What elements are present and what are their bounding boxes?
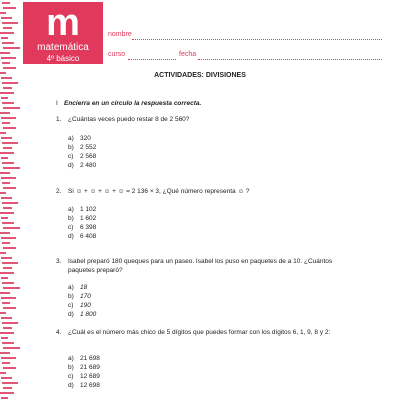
option-letter: b) [68, 215, 74, 222]
option-value[interactable]: 190 [80, 302, 91, 309]
section-instruction: Encierra en un círculo la respuesta correcta. [64, 100, 202, 107]
question-text-continued: paquetes preparó? [68, 267, 123, 274]
option-letter: d) [68, 382, 74, 389]
logo [23, 2, 103, 64]
option-letter: b) [68, 364, 74, 371]
question-text: Isabel preparó 180 queques para un paseo. Isabel los puso en paquetes de a 10. ¿Cuántos [68, 258, 333, 265]
option-value[interactable]: 1 602 [80, 215, 97, 222]
question-text: Si ☺ + ☺ + ☺ + ☺ = 2 136 × 3, ¿Qué número representa ☺ ? [68, 188, 250, 195]
question-text: ¿Cuántas veces puedo restar 8 de 2 560? [68, 116, 190, 123]
name-field-line[interactable] [132, 39, 382, 40]
option-letter: d) [68, 311, 74, 318]
section-number: I [56, 100, 58, 107]
question-number: 3. [56, 258, 62, 265]
logo-grade: 4º básico [46, 54, 80, 63]
option-value[interactable]: 12 689 [80, 373, 100, 380]
option-value[interactable]: 6 408 [80, 233, 97, 240]
option-value[interactable]: 2 568 [80, 153, 97, 160]
question-number: 2. [56, 188, 62, 195]
option-value[interactable]: 21 689 [80, 364, 100, 371]
name-label: nombre [108, 31, 132, 38]
logo-name: matemática [37, 42, 89, 53]
option-letter: b) [68, 293, 74, 300]
option-letter: a) [68, 135, 74, 142]
option-letter: a) [68, 206, 74, 213]
option-value[interactable]: 12 698 [80, 382, 100, 389]
option-value[interactable]: 1 800 [80, 311, 97, 318]
decorative-stripe [0, 0, 20, 400]
question-text: ¿Cuál es el número más chico de 5 dígitos que puedes formar con los dígitos 6, 1, 9, 8 y 2: [68, 329, 331, 336]
option-value[interactable]: 2 552 [80, 144, 97, 151]
logo-letter: m [46, 2, 80, 44]
option-value[interactable]: 6 398 [80, 224, 97, 231]
date-label: fecha [179, 51, 197, 58]
option-letter: a) [68, 355, 74, 362]
date-field-line[interactable] [198, 59, 382, 60]
option-value[interactable]: 2 480 [80, 162, 97, 169]
option-value[interactable]: 320 [80, 135, 91, 142]
option-letter: c) [68, 153, 74, 160]
option-letter: d) [68, 233, 74, 240]
course-label: curso [108, 51, 126, 58]
option-letter: a) [68, 284, 74, 291]
question-number: 4. [56, 329, 62, 336]
option-letter: d) [68, 162, 74, 169]
course-field-line[interactable] [128, 59, 176, 60]
option-value[interactable]: 1 102 [80, 206, 97, 213]
option-letter: c) [68, 302, 74, 309]
option-value[interactable]: 170 [80, 293, 91, 300]
option-letter: c) [68, 224, 74, 231]
option-value[interactable]: 21 698 [80, 355, 100, 362]
question-number: 1. [56, 116, 62, 123]
option-letter: c) [68, 373, 74, 380]
option-letter: b) [68, 144, 74, 151]
option-value[interactable]: 18 [80, 284, 88, 291]
page-title: ACTIVIDADES: DIVISIONES [154, 72, 246, 79]
